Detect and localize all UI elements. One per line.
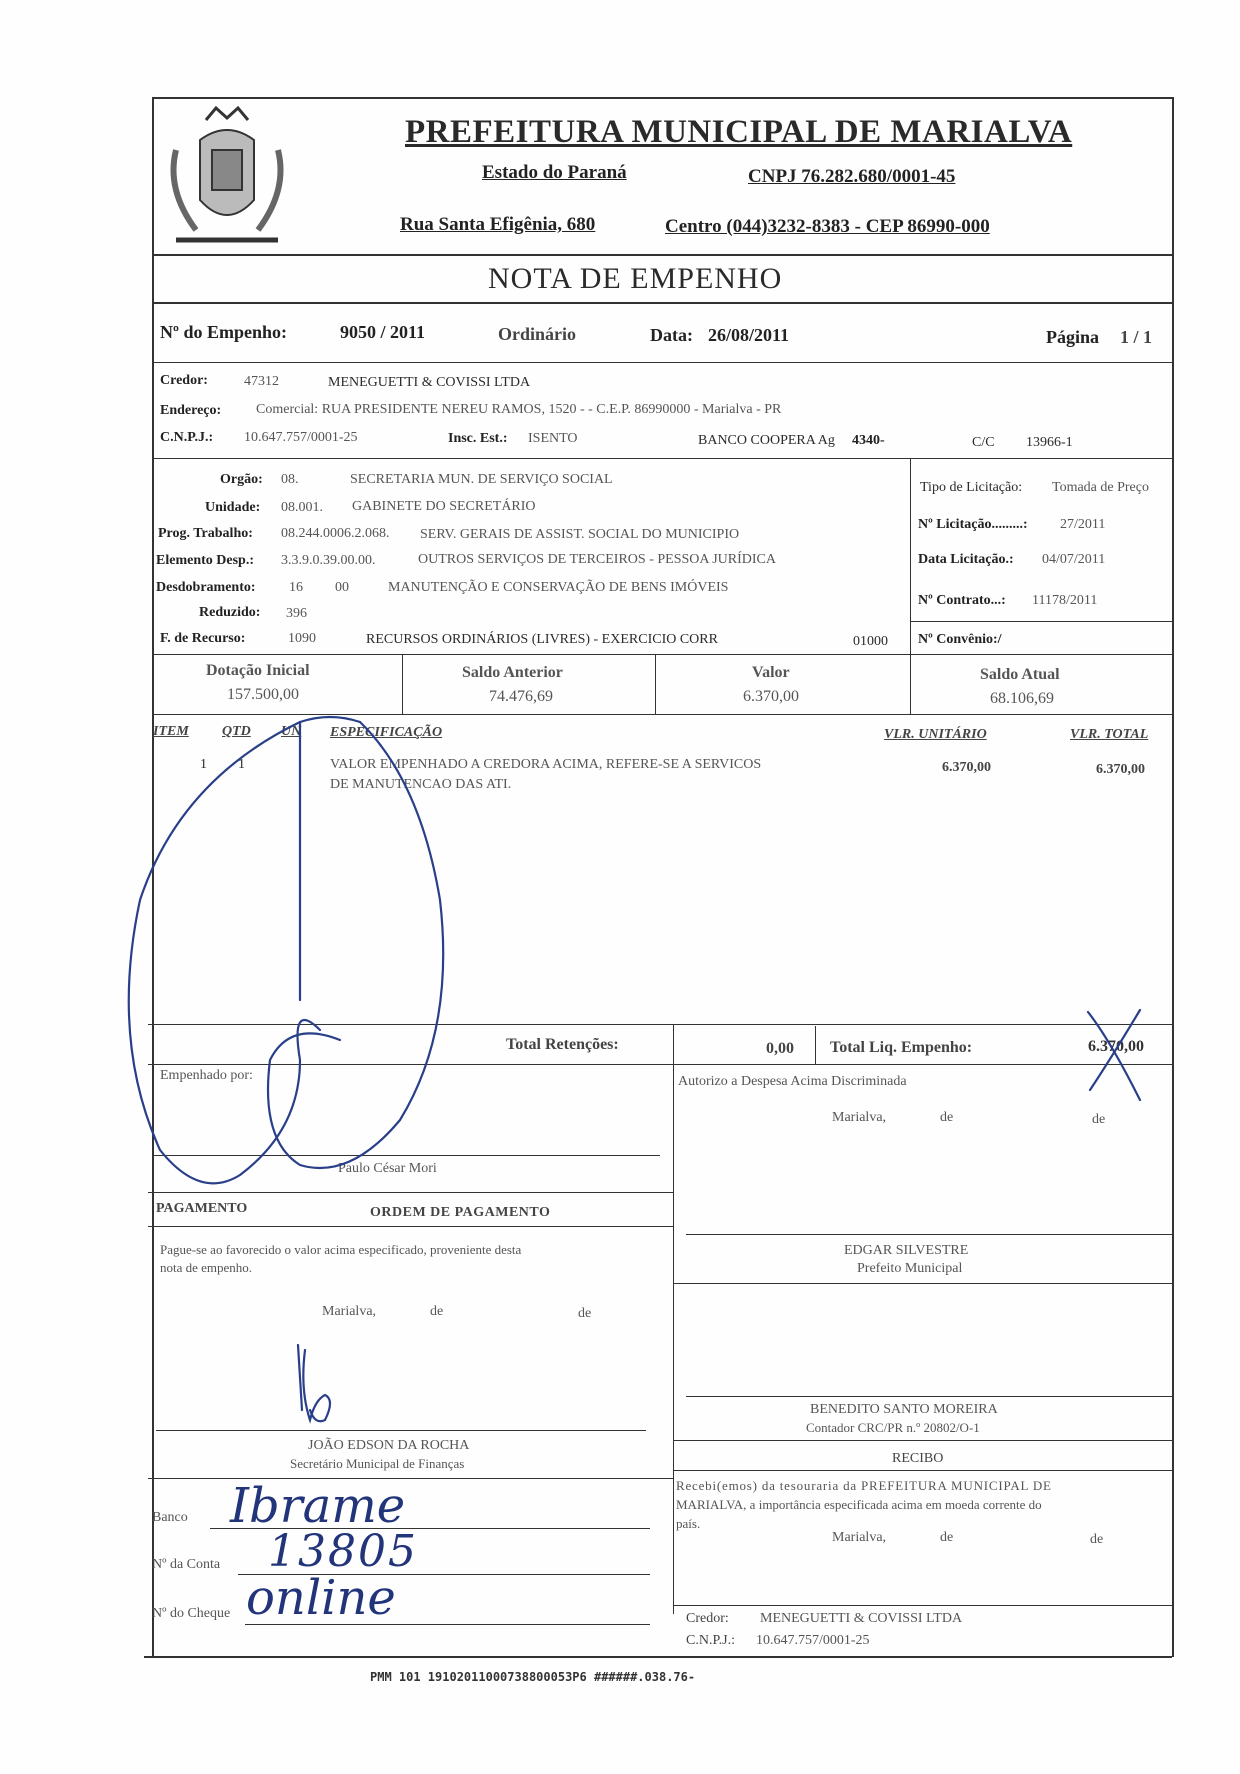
- items-header-item: ITEM: [153, 724, 189, 739]
- item-spec-line2: DE MANUTENCAO DAS ATI.: [330, 777, 512, 792]
- header-state: Estado do Paraná: [482, 162, 627, 183]
- net-commitment-label: Total Liq. Empenho:: [830, 1039, 973, 1056]
- creditor-address: Comercial: RUA PRESIDENTE NEREU RAMOS, 1520 - - C.E.P. 86990000 - Marialva - PR: [256, 402, 782, 417]
- program-desc: SERV. GERAIS DE ASSIST. SOCIAL DO MUNICIPIO: [420, 527, 740, 542]
- payment-de1: de: [430, 1304, 444, 1319]
- item-number: 1: [200, 757, 207, 772]
- items-header-total-value: VLR. TOTAL: [1070, 727, 1149, 742]
- committed-by-label: Empenhado por:: [160, 1068, 253, 1083]
- mayor-title: Prefeito Municipal: [857, 1261, 963, 1276]
- receipt-title: RECIBO: [892, 1451, 944, 1466]
- mayor-name: EDGAR SILVESTRE: [844, 1243, 969, 1258]
- receipt-de2: de: [1090, 1532, 1104, 1547]
- resource-desc: RECURSOS ORDINÁRIOS (LIVRES) - EXERCICIO CORR: [366, 632, 718, 647]
- receipt-cnpj-label: C.N.P.J.:: [686, 1633, 736, 1648]
- receipt-text-line2: MARIALVA, a importância especificada acima em moeda corrente do: [676, 1497, 1042, 1512]
- receipt-cnpj: 10.647.757/0001-25: [756, 1633, 870, 1648]
- items-header-un: UN: [281, 724, 302, 739]
- header-address-street: Rua Santa Efigênia, 680: [400, 214, 596, 235]
- breakdown-code-2: 00: [335, 580, 349, 595]
- resource-label: F. de Recurso:: [160, 631, 246, 646]
- address-label: Endereço:: [160, 403, 222, 418]
- bid-number-label: Nº Licitação.........:: [918, 517, 1028, 532]
- empenho-type: Ordinário: [498, 324, 577, 344]
- empenho-number-label: Nº do Empenho:: [160, 322, 287, 342]
- contract-number: 11178/2011: [1032, 593, 1098, 608]
- accountant-title: Contador CRC/PR n.º 20802/O-1: [806, 1420, 980, 1435]
- breakdown-label: Desdobramento:: [156, 580, 256, 595]
- creditor-name: MENEGUETTI & COVISSI LTDA: [328, 375, 531, 390]
- item-qty: 1: [238, 757, 245, 772]
- element-desc: OUTROS SERVIÇOS DE TERCEIROS - PESSOA JURÍDICA: [418, 552, 777, 567]
- state-registration-label: Insc. Est.:: [448, 431, 508, 446]
- receipt-text-line3: país.: [676, 1516, 701, 1531]
- current-balance-label: Saldo Atual: [980, 666, 1060, 683]
- payment-de2: de: [578, 1306, 592, 1321]
- items-header-unit-value: VLR. UNITÁRIO: [884, 727, 987, 742]
- breakdown-code-1: 16: [289, 580, 303, 595]
- unit-desc: GABINETE DO SECRETÁRIO: [352, 499, 536, 514]
- account-label: C/C: [972, 435, 995, 450]
- committed-by-name: Paulo César Mori: [338, 1161, 437, 1176]
- bid-date-label: Data Licitação.:: [918, 552, 1014, 567]
- account-handwriting: 13805: [268, 1526, 418, 1577]
- accountant-name: BENEDITO SANTO MOREIRA: [810, 1402, 998, 1417]
- account-field-label: Nº da Conta: [152, 1557, 221, 1572]
- item-unit-value: 6.370,00: [942, 760, 991, 775]
- bank-field-label: Banco: [152, 1510, 188, 1525]
- bank-handwriting: Ibrame: [230, 1478, 406, 1534]
- payment-label: PAGAMENTO: [156, 1201, 248, 1216]
- reduced-value: 396: [286, 606, 307, 621]
- previous-balance-label: Saldo Anterior: [462, 664, 563, 681]
- receipt-place: Marialva,: [832, 1530, 887, 1545]
- payment-text-line2: nota de empenho.: [160, 1260, 253, 1275]
- item-spec-line1: VALOR EMPENHADO A CREDORA ACIMA, REFERE-SE A SERVICOS: [330, 757, 762, 772]
- header-title: PREFEITURA MUNICIPAL DE MARIALVA: [405, 114, 1073, 150]
- bid-type-label: Tipo de Licitação:: [920, 480, 1023, 495]
- page-label: Página: [1046, 327, 1100, 347]
- creditor-label: Credor:: [160, 373, 208, 388]
- state-registration: ISENTO: [528, 431, 578, 446]
- program-code: 08.244.0006.2.068.: [281, 526, 390, 541]
- value-amount: 6.370,00: [743, 688, 799, 705]
- creditor-agency: 4340-: [852, 433, 885, 448]
- net-commitment-value: 6.370,00: [1088, 1038, 1144, 1055]
- resource-code: 1090: [288, 631, 316, 646]
- item-total-value: 6.370,00: [1096, 762, 1145, 777]
- cnpj-label: C.N.P.J.:: [160, 430, 214, 445]
- initial-allocation-label: Dotação Inicial: [206, 662, 310, 679]
- program-label: Prog. Trabalho:: [158, 526, 253, 541]
- header-cnpj: CNPJ 76.282.680/0001-45: [748, 166, 956, 187]
- authorize-de2: de: [1092, 1112, 1106, 1127]
- empenho-date-label: Data:: [650, 325, 693, 345]
- resource-number: 01000: [853, 634, 888, 649]
- footer-code: PMM 101 19102011000738800053P6 ######.038.76-: [370, 1670, 696, 1684]
- organ-label: Orgão:: [220, 472, 263, 487]
- contract-label: Nº Contrato...:: [918, 593, 1006, 608]
- empenho-number: 9050 / 2011: [340, 322, 426, 342]
- authorize-place: Marialva,: [832, 1110, 887, 1125]
- treasurer-title: Secretário Municipal de Finanças: [290, 1456, 465, 1471]
- unit-code: 08.001.: [281, 500, 323, 515]
- empenho-date: 26/08/2011: [708, 325, 790, 345]
- element-label: Elemento Desp.:: [156, 553, 254, 568]
- page-number: 1 / 1: [1120, 327, 1153, 347]
- check-field-label: Nº do Cheque: [152, 1606, 231, 1621]
- creditor-code: 47312: [244, 374, 279, 389]
- creditor-bank: BANCO COOPERA Ag: [698, 433, 835, 448]
- payment-place: Marialva,: [322, 1304, 377, 1319]
- reduced-label: Reduzido:: [199, 605, 261, 620]
- bid-number: 27/2011: [1060, 517, 1106, 532]
- payment-order-title: ORDEM DE PAGAMENTO: [370, 1205, 551, 1220]
- bid-type: Tomada de Preço: [1052, 480, 1149, 495]
- organ-code: 08.: [281, 472, 299, 487]
- receipt-creditor-label: Credor:: [686, 1611, 729, 1626]
- value-label: Valor: [752, 664, 790, 681]
- receipt-text-line1: Recebi(emos) da tesouraria da PREFEITURA MUNICIPAL DE: [676, 1478, 1052, 1493]
- breakdown-desc: MANUTENÇÃO E CONSERVAÇÃO DE BENS IMÓVEIS: [388, 580, 729, 595]
- agreement-label: Nº Convênio:/: [918, 632, 1002, 647]
- unit-label: Unidade:: [205, 500, 261, 515]
- header-address-rest: Centro (044)3232-8383 - CEP 86990-000: [665, 216, 990, 237]
- initial-allocation-value: 157.500,00: [227, 686, 299, 703]
- receipt-de1: de: [940, 1530, 954, 1545]
- payment-text-line1: Pague-se ao favorecido o valor acima especificado, proveniente desta: [160, 1242, 522, 1257]
- current-balance-value: 68.106,69: [990, 690, 1054, 707]
- element-code: 3.3.9.0.39.00.00.: [281, 553, 376, 568]
- document-title: NOTA DE EMPENHO: [488, 262, 783, 295]
- authorize-text: Autorizo a Despesa Acima Discriminada: [678, 1074, 907, 1089]
- creditor-account: 13966-1: [1026, 435, 1073, 450]
- receipt-creditor: MENEGUETTI & COVISSI LTDA: [760, 1611, 963, 1626]
- withholdings-value: 0,00: [766, 1040, 794, 1057]
- check-handwriting: online: [246, 1570, 396, 1626]
- organ-desc: SECRETARIA MUN. DE SERVIÇO SOCIAL: [350, 472, 613, 487]
- treasurer-name: JOÃO EDSON DA ROCHA: [308, 1438, 470, 1453]
- authorize-de1: de: [940, 1110, 954, 1125]
- items-header-espec: ESPECIFICAÇÃO: [330, 725, 443, 740]
- bid-date: 04/07/2011: [1042, 552, 1106, 567]
- withholdings-label: Total Retenções:: [506, 1036, 619, 1053]
- previous-balance-value: 74.476,69: [489, 688, 553, 705]
- items-header-qtd: QTD: [222, 724, 251, 739]
- creditor-cnpj: 10.647.757/0001-25: [244, 430, 358, 445]
